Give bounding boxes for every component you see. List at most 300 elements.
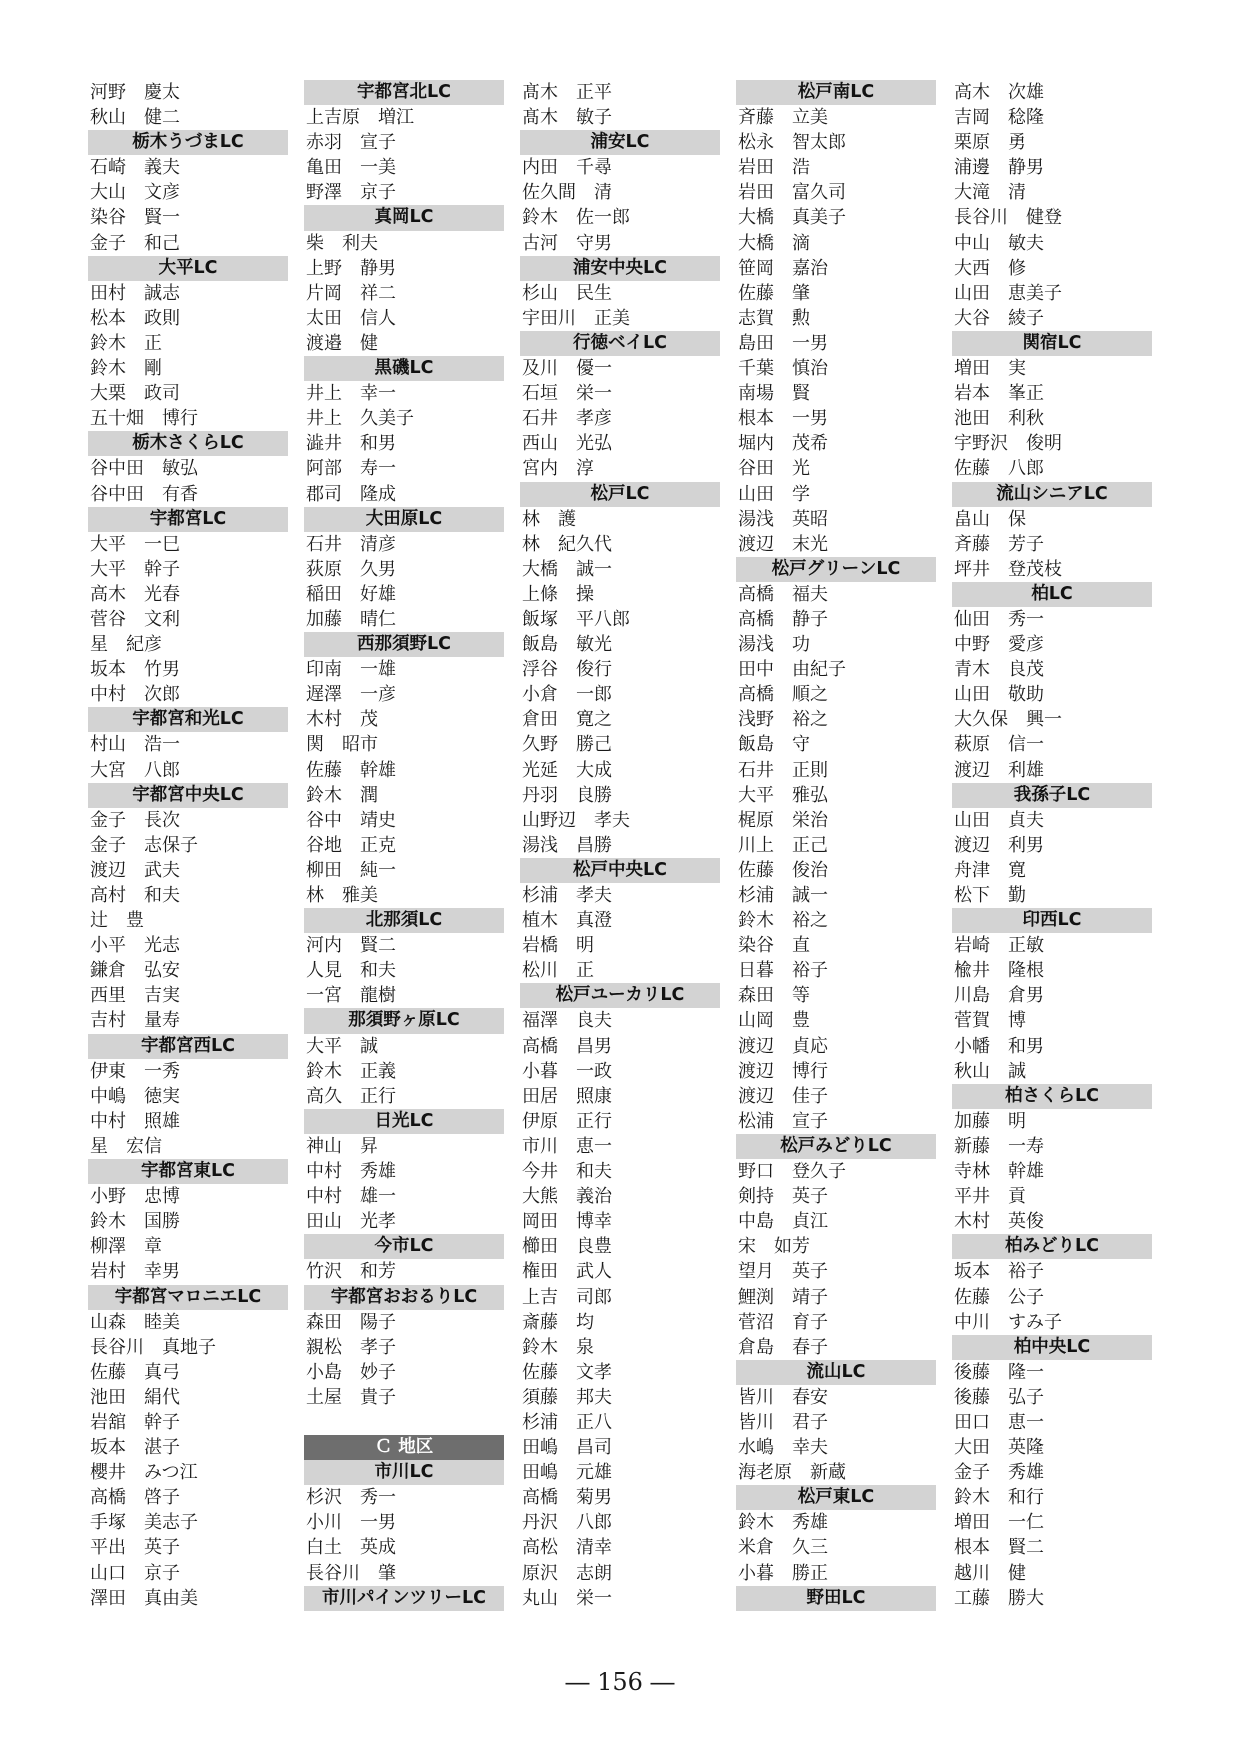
club-header: 真岡LC	[304, 205, 504, 230]
member-name: 福澤 良夫	[522, 1010, 612, 1032]
member-name: 権田 武人	[522, 1261, 612, 1283]
member-name: 原沢 志朗	[522, 1562, 612, 1584]
club-header: 流山シニアLC	[952, 482, 1152, 507]
member-name: 石垣 栄一	[522, 383, 612, 405]
member-name: 手塚 美志子	[90, 1512, 198, 1534]
member-name: 鈴木 泉	[522, 1336, 594, 1358]
member-name: 林 紀久代	[522, 533, 612, 555]
member-name: 倉島 春子	[738, 1336, 828, 1358]
member-name: 坂本 湛子	[90, 1437, 180, 1459]
member-name: 金子 和己	[90, 232, 180, 254]
member-name: 浦邊 静男	[954, 157, 1044, 179]
member-name: 梶原 栄治	[738, 809, 828, 831]
member-name: 笹岡 嘉治	[738, 257, 828, 279]
club-header: 松戸東LC	[736, 1485, 936, 1510]
club-header: 柏みどりLC	[952, 1234, 1152, 1259]
member-name: 鯉渕 靖子	[738, 1286, 828, 1308]
member-name: 高橋 順之	[738, 684, 828, 706]
member-name: 白土 英成	[306, 1537, 396, 1559]
club-header: 柏中央LC	[952, 1335, 1152, 1360]
member-name: 佐藤 俊治	[738, 859, 828, 881]
member-name: 新藤 一寿	[954, 1135, 1044, 1157]
member-name: 植木 真澄	[522, 910, 612, 932]
member-name: 星 宏信	[90, 1135, 162, 1157]
member-name: 増田 実	[954, 358, 1026, 380]
member-name: 杉沢 秀一	[306, 1487, 396, 1509]
member-name: 遅澤 一彦	[306, 684, 396, 706]
member-name: 村山 浩一	[90, 734, 180, 756]
member-name: 千葉 慎治	[738, 358, 828, 380]
member-name: 佐藤 幹雄	[306, 759, 396, 781]
member-name: 河野 慶太	[90, 82, 180, 103]
member-name: 中島 貞江	[738, 1211, 828, 1233]
member-name: 井上 久美子	[306, 408, 414, 430]
member-name: 松浦 宣子	[738, 1110, 828, 1132]
member-name: 小幡 和男	[954, 1035, 1044, 1057]
member-name: 飯塚 平八郎	[522, 608, 630, 630]
member-name: 田山 光孝	[306, 1211, 396, 1233]
club-header: 宇都宮西LC	[88, 1034, 288, 1059]
member-name: 上野 静男	[306, 257, 396, 279]
member-name: 中山 敏夫	[954, 232, 1044, 254]
member-name: 及川 優一	[522, 358, 612, 380]
club-header: 西那須野LC	[304, 632, 504, 657]
member-name: 上吉原 増江	[306, 107, 414, 129]
club-header: 北那須LC	[304, 908, 504, 933]
club-header: 宇都宮LC	[88, 507, 288, 532]
member-name: 越川 健	[954, 1562, 1026, 1584]
member-name: 金子 志保子	[90, 834, 198, 856]
member-name: 中村 雄一	[306, 1186, 396, 1208]
member-name: 渡辺 利雄	[954, 759, 1044, 781]
member-name: 斉藤 芳子	[954, 533, 1044, 555]
member-name: 柳澤 章	[90, 1236, 162, 1258]
club-header: 宇都宮和光LC	[88, 707, 288, 732]
member-name: 小野 忠博	[90, 1186, 180, 1208]
member-name: 寺林 幹雄	[954, 1161, 1044, 1183]
member-name: 伊原 正行	[522, 1110, 612, 1132]
club-header: 浦安LC	[520, 130, 720, 155]
member-name: 森田 陽子	[306, 1311, 396, 1333]
member-name: 丸山 栄一	[522, 1587, 612, 1609]
member-name: 岩田 浩	[738, 157, 810, 179]
member-name: 谷中田 敏弘	[90, 458, 198, 480]
member-name: 石井 清彦	[306, 533, 396, 555]
member-name: 志賀 勲	[738, 307, 810, 329]
member-name: 大平 幹子	[90, 558, 180, 580]
member-name: 松永 智太郎	[738, 132, 846, 154]
member-name: 望月 英子	[738, 1261, 828, 1283]
club-header: 柏さくらLC	[952, 1084, 1152, 1109]
member-name: 楡井 隆根	[954, 960, 1044, 982]
club-header: 宇都宮おおるりLC	[304, 1285, 504, 1310]
member-name: 後藤 隆一	[954, 1361, 1044, 1383]
member-name: 亀田 一美	[306, 157, 396, 179]
spacer	[304, 1410, 504, 1435]
member-name: 大平 一巳	[90, 533, 180, 555]
member-name: 大平 雅弘	[738, 784, 828, 806]
member-name: 米倉 久三	[738, 1537, 828, 1559]
member-name: 木村 茂	[306, 709, 378, 731]
member-name: 稲田 好雄	[306, 583, 396, 605]
member-name: 鈴木 佐一郎	[522, 207, 630, 229]
member-name: 後藤 弘子	[954, 1386, 1044, 1408]
member-name: 宇田川 正美	[522, 307, 630, 329]
member-name: 中村 次郎	[90, 684, 180, 706]
member-name: 小倉 一郎	[522, 684, 612, 706]
member-name: 大橋 真美子	[738, 207, 846, 229]
member-name: 大熊 義治	[522, 1186, 612, 1208]
member-name: 谷田 光	[738, 458, 810, 480]
club-header: 柏LC	[952, 582, 1152, 607]
member-name: 古河 守男	[522, 232, 612, 254]
member-name: 加藤 晴仁	[306, 608, 396, 630]
member-name: 吉村 量寿	[90, 1010, 180, 1032]
member-name: 金子 秀雄	[954, 1462, 1044, 1484]
member-name: 高橋 福夫	[738, 583, 828, 605]
member-name: 石井 孝彦	[522, 408, 612, 430]
member-name: 高松 清幸	[522, 1537, 612, 1559]
member-name: 松下 勤	[954, 885, 1026, 906]
club-header: 宇都宮北LC	[304, 80, 504, 105]
member-name: 小平 光志	[90, 935, 180, 957]
member-name: 澤田 真由美	[90, 1587, 198, 1609]
member-name: 山田 恵美子	[954, 282, 1062, 304]
member-name: 田村 誠志	[90, 282, 180, 304]
member-name: 高久 正行	[306, 1085, 396, 1107]
member-name: 吉岡 稔隆	[954, 107, 1044, 129]
club-header: 栃木うづまLC	[88, 130, 288, 155]
member-name: 星 紀彦	[90, 634, 162, 656]
member-name: 上條 操	[522, 583, 594, 605]
member-name: 森田 等	[738, 985, 810, 1007]
member-name: 須藤 邦夫	[522, 1386, 612, 1408]
club-header: 松戸LC	[520, 482, 720, 507]
member-name: 仙田 秀一	[954, 608, 1044, 630]
club-header: 印西LC	[952, 908, 1152, 933]
club-header: 大田原LC	[304, 507, 504, 532]
member-name: 田嶋 昌司	[522, 1437, 612, 1459]
member-name: 川島 倉男	[954, 985, 1044, 1007]
member-name: 岩橋 明	[522, 935, 594, 957]
member-name: 畠山 保	[954, 508, 1026, 530]
member-name: 西里 吉実	[90, 985, 180, 1007]
member-name: 大栗 政司	[90, 383, 180, 405]
member-name: 宮内 淳	[522, 458, 594, 480]
club-header: 関宿LC	[952, 331, 1152, 356]
member-name: 岩崎 正敏	[954, 935, 1044, 957]
member-name: 高橋 昌男	[522, 1035, 612, 1057]
member-name: 荻原 久男	[306, 558, 396, 580]
member-name: 菅賀 博	[954, 1010, 1026, 1032]
member-name: 宇野沢 俊明	[954, 433, 1062, 455]
member-name: 長谷川 健登	[954, 207, 1062, 229]
member-name: 佐藤 真弓	[90, 1361, 180, 1383]
member-name: 菅沼 育子	[738, 1311, 828, 1333]
club-header: 市川LC	[304, 1460, 504, 1485]
member-name: 山岡 豊	[738, 1010, 810, 1032]
member-name: 杉山 民生	[522, 282, 612, 304]
member-name: 長谷川 真地子	[90, 1336, 216, 1358]
member-name: 松川 正	[522, 960, 594, 982]
member-name: 西山 光弘	[522, 433, 612, 455]
member-name: 高木 光春	[90, 583, 180, 605]
member-name: 斉藤 立美	[738, 107, 828, 129]
member-name: 渡辺 利男	[954, 834, 1044, 856]
member-name: 海老原 新蔵	[738, 1462, 846, 1484]
member-name: 佐藤 八郎	[954, 458, 1044, 480]
member-name: 池田 利秋	[954, 408, 1044, 430]
member-name: 山田 敬助	[954, 684, 1044, 706]
member-name: 南場 賢	[738, 383, 810, 405]
member-name: 神山 昇	[306, 1135, 378, 1157]
member-name: 大田 英隆	[954, 1437, 1044, 1459]
member-name: 中村 秀雄	[306, 1161, 396, 1183]
column-2	[304, 80, 504, 1611]
member-name: 鈴木 秀雄	[738, 1512, 828, 1534]
member-name: 田嶋 元雄	[522, 1462, 612, 1484]
member-name: 河内 賢二	[306, 935, 396, 957]
member-name: 萩原 信一	[954, 734, 1044, 756]
member-name: 染谷 直	[738, 935, 810, 957]
member-name: 大久保 興一	[954, 709, 1062, 731]
member-name: 杉浦 正八	[522, 1411, 612, 1433]
column-5	[952, 80, 1152, 1611]
member-name: 湯浅 英昭	[738, 508, 828, 530]
member-name: 飯島 敏光	[522, 634, 612, 656]
club-header: 松戸南LC	[736, 80, 936, 105]
page-number: ― 156 ―	[565, 1668, 675, 1696]
member-name: 渡邉 健	[306, 332, 378, 354]
member-name: 渡辺 博行	[738, 1060, 828, 1082]
member-name: 人見 和夫	[306, 960, 396, 982]
member-name: 田口 恵一	[954, 1411, 1044, 1433]
member-name: 渡辺 末光	[738, 533, 828, 555]
member-name: 岡田 博幸	[522, 1211, 612, 1233]
member-name: 中村 照雄	[90, 1110, 180, 1132]
member-name: 高橋 菊男	[522, 1487, 612, 1509]
member-name: 大橋 滴	[738, 232, 810, 254]
member-name: 鈴木 正	[90, 332, 162, 354]
member-name: 佐藤 肇	[738, 282, 810, 304]
member-name: 長谷川 肇	[306, 1562, 396, 1584]
member-name: 柴 利夫	[306, 232, 378, 254]
member-name: 伊東 一秀	[90, 1060, 180, 1082]
member-name: 井上 幸一	[306, 383, 396, 405]
member-name: 鈴木 正義	[306, 1060, 396, 1082]
member-name: 山田 学	[738, 483, 810, 505]
member-name: 栗原 勇	[954, 132, 1026, 154]
member-name: 大橋 誠一	[522, 558, 612, 580]
member-name: 田中 由紀子	[738, 659, 846, 681]
member-name: 山口 京子	[90, 1562, 180, 1584]
member-name: 光延 大成	[522, 759, 612, 781]
club-header: 市川パインツリーLC	[304, 1586, 504, 1611]
member-name: 石崎 義夫	[90, 157, 180, 179]
club-header: 我孫子LC	[952, 783, 1152, 808]
member-name: 根本 賢二	[954, 1537, 1044, 1559]
member-name: 秋山 誠	[954, 1060, 1026, 1082]
club-header: 那須野ヶ原LC	[304, 1008, 504, 1033]
member-name: 渡辺 武夫	[90, 859, 180, 881]
member-name: 中野 愛彦	[954, 634, 1044, 656]
member-name: 岩村 幸男	[90, 1261, 180, 1283]
member-name: 渡辺 佳子	[738, 1085, 828, 1107]
member-name: 坂本 竹男	[90, 659, 180, 681]
member-name: 日暮 裕子	[738, 960, 828, 982]
member-name: 髙木 敏子	[522, 107, 612, 129]
member-name: 竹沢 和芳	[306, 1261, 396, 1283]
member-name: 鈴木 剛	[90, 358, 162, 380]
member-name: 小暮 一政	[522, 1060, 612, 1082]
member-name: 皆川 君子	[738, 1411, 828, 1433]
member-name: 杉浦 誠一	[738, 885, 828, 906]
member-name: 工藤 勝大	[954, 1587, 1044, 1609]
member-name: 山田 貞夫	[954, 809, 1044, 831]
member-name: 市川 恵一	[522, 1135, 612, 1157]
member-name: 高村 和夫	[90, 885, 180, 906]
member-name: 櫛田 良豊	[522, 1236, 612, 1258]
member-name: 増田 一仁	[954, 1512, 1044, 1534]
member-name: 石井 正則	[738, 759, 828, 781]
member-name: 小川 一男	[306, 1512, 396, 1534]
member-name: 湯浅 功	[738, 634, 810, 656]
club-header: 流山LC	[736, 1360, 936, 1385]
member-name: 湯浅 昌勝	[522, 834, 612, 856]
member-name: 鈴木 裕之	[738, 910, 828, 932]
member-name: 辻 豊	[90, 910, 144, 932]
district-header: Ｃ 地区	[304, 1435, 504, 1460]
member-name: 杉浦 孝夫	[522, 885, 612, 906]
member-name: 中川 すみ子	[954, 1311, 1062, 1333]
member-name: 丹羽 良勝	[522, 784, 612, 806]
member-name: 丹沢 八郎	[522, 1512, 612, 1534]
member-name: 飯島 守	[738, 734, 810, 756]
club-header: 野田LC	[736, 1586, 936, 1611]
member-name: 坪井 登茂枝	[954, 558, 1062, 580]
member-name: 髙木 正平	[522, 82, 612, 103]
member-name: 大滝 清	[954, 182, 1026, 204]
member-name: 山野辺 孝夫	[522, 809, 630, 831]
member-name: 剣持 英子	[738, 1186, 828, 1208]
member-name: 佐藤 文孝	[522, 1361, 612, 1383]
club-header: 浦安中央LC	[520, 256, 720, 281]
member-name: 大宮 八郎	[90, 759, 180, 781]
member-name: 谷中 靖史	[306, 809, 396, 831]
column-1	[88, 80, 288, 1611]
member-name: 親松 孝子	[306, 1336, 396, 1358]
member-name: 関 昭市	[306, 734, 378, 756]
column-3	[520, 80, 720, 1611]
member-name: 平出 英子	[90, 1537, 180, 1559]
member-name: 加藤 明	[954, 1110, 1026, 1132]
member-name: 土屋 貴子	[306, 1386, 396, 1408]
club-header: 松戸中央LC	[520, 858, 720, 883]
member-name: 澁井 和男	[306, 433, 396, 455]
member-name: 大谷 綾子	[954, 307, 1044, 329]
member-name: 池田 絹代	[90, 1386, 180, 1408]
member-name: 佐藤 公子	[954, 1286, 1044, 1308]
member-name: 大平 誠	[306, 1035, 378, 1057]
member-name: 菅谷 文利	[90, 608, 180, 630]
member-name: 櫻井 みつ江	[90, 1462, 198, 1484]
club-header: 松戸グリーンLC	[736, 557, 936, 582]
member-name: 林 雅美	[306, 885, 378, 906]
member-name: 島田 一男	[738, 332, 828, 354]
member-name: 岩舘 幹子	[90, 1411, 180, 1433]
member-name: 林 護	[522, 508, 576, 530]
member-name: 郡司 隆成	[306, 483, 396, 505]
member-name: 野口 登久子	[738, 1161, 846, 1183]
club-header: 日光LC	[304, 1109, 504, 1134]
member-name: 中嶋 徳実	[90, 1085, 180, 1107]
club-header: 宇都宮マロニエLC	[88, 1285, 288, 1310]
member-name: 久野 勝己	[522, 734, 612, 756]
member-name: 青木 良茂	[954, 659, 1044, 681]
member-name: 大西 修	[954, 257, 1026, 279]
member-name: 堀内 茂希	[738, 433, 828, 455]
member-name: 小島 妙子	[306, 1361, 396, 1383]
member-name: 平井 貢	[954, 1186, 1026, 1208]
member-name: 高橋 啓子	[90, 1487, 180, 1509]
member-name: 山森 睦美	[90, 1311, 180, 1333]
member-name: 染谷 賢一	[90, 207, 180, 229]
club-header: 宇都宮中央LC	[88, 783, 288, 808]
member-name: 高木 次雄	[954, 82, 1044, 103]
club-header: 大平LC	[88, 256, 288, 281]
member-name: 木村 英俊	[954, 1211, 1044, 1233]
club-header: 黒磯LC	[304, 356, 504, 381]
member-name: 松本 政則	[90, 307, 180, 329]
member-name: 水嶋 幸夫	[738, 1437, 828, 1459]
member-name: 舟津 寛	[954, 859, 1026, 881]
member-name: 宋 如芳	[738, 1236, 810, 1258]
column-4	[736, 80, 936, 1611]
member-name: 一宮 龍樹	[306, 985, 396, 1007]
member-name: 大山 文彦	[90, 182, 180, 204]
member-name: 五十畑 博行	[90, 408, 198, 430]
club-header: 松戸ユーカリLC	[520, 983, 720, 1008]
member-name: 鈴木 和行	[954, 1487, 1044, 1509]
member-name: 川上 正己	[738, 834, 828, 856]
member-name: 鎌倉 弘安	[90, 960, 180, 982]
member-name: 谷地 正克	[306, 834, 396, 856]
member-name: 斎藤 均	[522, 1311, 594, 1333]
club-header: 行徳ベイLC	[520, 331, 720, 356]
member-name: 赤羽 宣子	[306, 132, 396, 154]
member-name: 鈴木 潤	[306, 784, 378, 806]
member-name: 佐久間 清	[522, 182, 612, 204]
member-name: 印南 一雄	[306, 659, 396, 681]
member-name: 上吉 司郎	[522, 1286, 612, 1308]
member-name: 皆川 春安	[738, 1386, 828, 1408]
member-name: 金子 長次	[90, 809, 180, 831]
member-name: 片岡 祥二	[306, 282, 396, 304]
member-name: 浮谷 俊行	[522, 659, 612, 681]
member-name: 高橋 静子	[738, 608, 828, 630]
member-name: 渡辺 貞応	[738, 1035, 828, 1057]
member-name: 小暮 勝正	[738, 1562, 828, 1584]
member-name: 岩田 富久司	[738, 182, 846, 204]
member-name: 田居 照康	[522, 1085, 612, 1107]
member-name: 太田 信人	[306, 307, 396, 329]
member-name: 浅野 裕之	[738, 709, 828, 731]
member-name: 今井 和夫	[522, 1161, 612, 1183]
member-name: 坂本 裕子	[954, 1261, 1044, 1283]
member-name: 野澤 京子	[306, 182, 396, 204]
member-name: 岩本 峯正	[954, 383, 1044, 405]
member-name: 内田 千尋	[522, 157, 612, 179]
